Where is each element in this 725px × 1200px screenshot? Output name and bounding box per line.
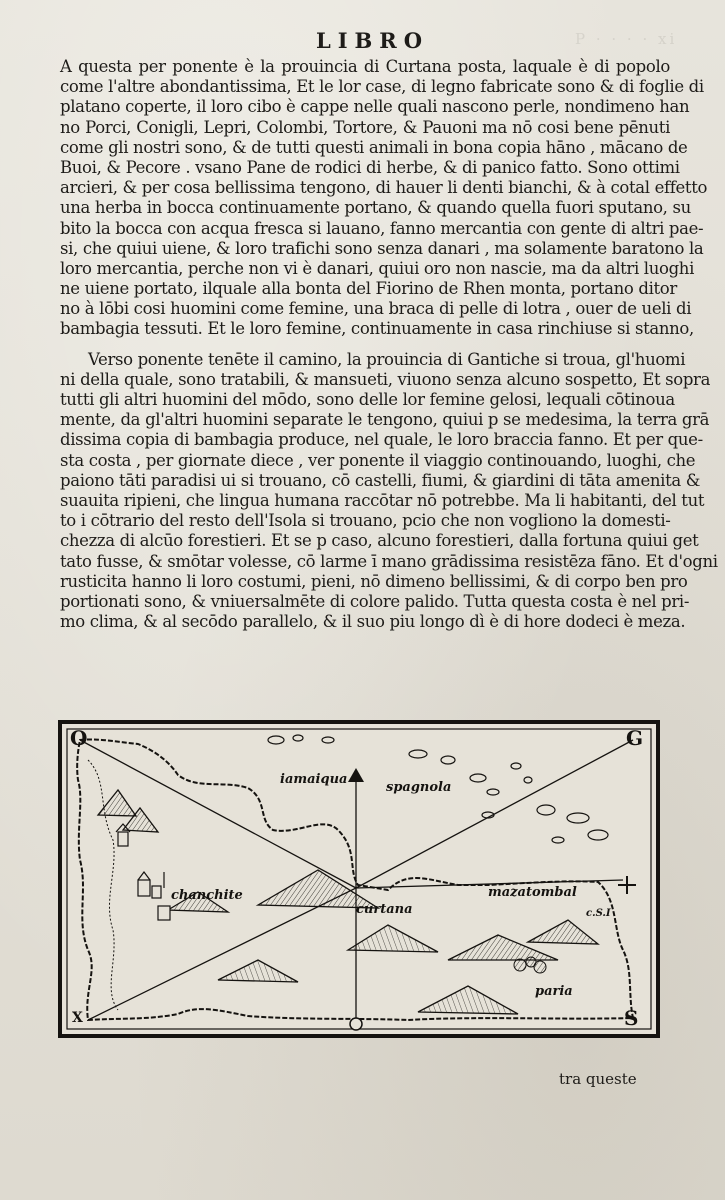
body-text: [60, 57, 718, 632]
woodcut-map: [58, 720, 660, 1038]
text-line: loro mercantia, perche non vi è danari, quiui oro non nascie, ma da altri luoghi: [60, 258, 694, 278]
corner-letter-top-right: G: [626, 726, 644, 750]
label-paria: paria: [535, 984, 573, 999]
text-line: rusticita hanno li loro costumi, pieni, nō dimeno bellissimi, & di corpo ben pro: [60, 571, 688, 591]
corner-letter-bottom-right: S: [624, 1006, 639, 1030]
text-line: chezza di alcūo forestieri. Et se p caso, alcuno forestieri, dalla fortuna quiui get: [60, 531, 699, 551]
label-cape: c.S.I: [586, 908, 611, 919]
text-line: to i cōtrario del resto dell'Isola si trouano, pcio che non vogliono la domesti-: [60, 511, 671, 531]
text-line: Buoi, & Pecore . vsano Pane de rodici di herbe, & di panico fatto. Sono ottimi: [60, 157, 680, 177]
text-line: no Porci, Conigli, Lepri, Colombi, Tortore, & Pauoni ma nō cosi bene pēnuti: [60, 117, 670, 137]
paragraph-gantiche: [60, 349, 718, 633]
label-iamaiqua: iamaiqua: [280, 772, 348, 787]
text-line: come gli nostri sono, & de tutti questi animali in bona copia hāno , mācano de: [60, 137, 688, 157]
text-line: suauita ripieni, che lingua humana raccōtar nō potrebbe. Ma li habitanti, del tut: [60, 490, 705, 510]
text-line: una herba in bocca continuamente portano, & quando quella fuori sputano, su: [60, 198, 691, 218]
text-line: mo clima, & al secōdo parallelo, & il suo piu longo dì è di hore dodeci è meza.: [60, 612, 686, 632]
text-line: come l'altre abondantissima, Et le lor case, di legno fabricate sono & di foglie di: [60, 77, 704, 97]
text-line: platano coperte, il loro cibo è cappe nelle quali nascono perle, nondimeno han: [60, 97, 690, 117]
catchword: tra queste: [559, 1070, 637, 1088]
south-marker: [350, 1018, 362, 1030]
label-mazatombal: mazatombal: [488, 885, 577, 900]
text-line: A questa per ponente è la prouincia di Curtana posta, laquale è di popolo: [60, 57, 670, 76]
text-line: ni della quale, sono tratabili, & mansueti, viuono senza alcuno sospetto, Et sopra: [60, 369, 711, 389]
running-title: LIBRO: [315, 28, 430, 53]
text-line: tato fusse, & smōtar volesse, cō larme ī mano grādissima resistēza fāno. Et d'ogni: [60, 551, 718, 571]
corner-letter-bottom-left: X: [72, 1010, 83, 1026]
label-chanchite: chanchite: [171, 888, 243, 903]
paragraph-curtana: [60, 57, 708, 340]
text-line: Verso ponente tenēte il camino, la prouincia di Gantiche si troua, gl'huomi: [88, 349, 686, 369]
text-line: no à lōbi cosi huomini come femine, una braca di pelle di lotra , ouer de ueli di: [60, 299, 692, 319]
text-line: tutti gli altri huomini del mōdo, sono delle lor femine gelosi, lequali cōtinoua: [60, 390, 675, 409]
label-spagnola: spagnola: [386, 780, 452, 795]
bleed-through-text: P · · · · xi: [575, 30, 678, 48]
text-line: sta costa , per giornate diece , ver ponente il viaggio continouando, luoghi, che: [60, 450, 696, 470]
text-line: arcieri, & per cosa bellissima tengono, di hauer li denti bianchi, & à cotal effetto: [60, 178, 708, 198]
text-line: ne uiene portato, ilquale alla bonta del Fiorino de Rhen monta, portano ditor: [60, 279, 677, 299]
text-line: si, che quiui uiene, & loro trafichi sono senza danari , ma solamente baratono la: [60, 238, 704, 258]
text-line: mente, da gl'altri huomini separate le tengono, quiui p se medesima, la terra grā: [60, 410, 710, 430]
text-line: bito la bocca con acqua fresca si lauano, fanno mercantia con gente di altri pae-: [60, 218, 704, 238]
text-line: bambagia tessuti. Et le loro femine, continuamente in casa rinchiuse si stanno,: [60, 319, 694, 339]
corner-letter-top-left: O: [70, 726, 88, 750]
text-line: dissima copia di bambagia produce, nel quale, le loro braccia fanno. Et per que-: [60, 430, 703, 450]
text-line: portionati sono, & vniuersalmēte di colore palido. Tutta questa costa è nel pri-: [60, 591, 690, 611]
text-line: paiono tāti paradisi ui si trouano, cō castelli, fiumi, & giardini di tāta amenita &: [60, 470, 701, 490]
label-curtana: curtana: [356, 902, 413, 917]
